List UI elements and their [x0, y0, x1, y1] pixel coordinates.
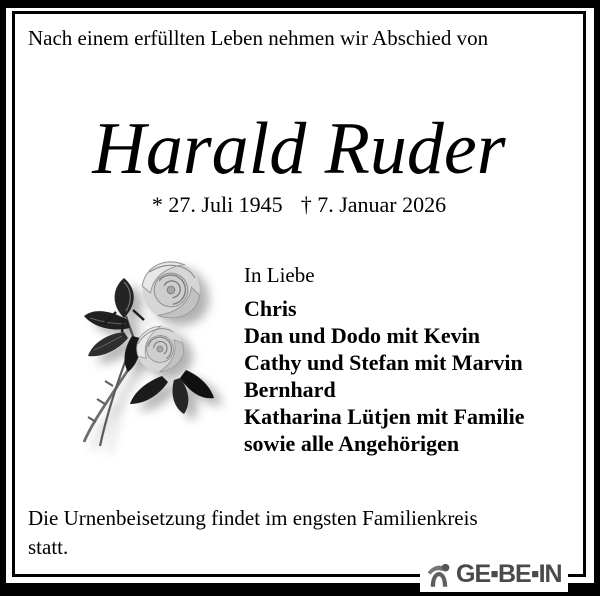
rose-illustration: [58, 236, 238, 451]
rose-blossom-lower: [133, 322, 187, 375]
mourner-line: Katharina Lütjen mit Familie: [244, 404, 525, 429]
birth-date: * 27. Juli 1945: [151, 192, 283, 217]
rose-blossom-top: [135, 254, 207, 325]
gebein-logo: [420, 557, 568, 592]
mourner-line: Bernhard: [244, 377, 336, 402]
closing-line-1: Die Urnenbeisetzung findet im engsten Familienkreis: [28, 506, 478, 530]
death-date: † 7. Januar 2026: [300, 192, 447, 217]
closing-line-2: statt.: [28, 535, 69, 559]
mourner-line: Chris: [244, 296, 297, 321]
mourners-list: [244, 295, 524, 457]
mourner-line: Dan und Dodo mit Kevin: [244, 323, 480, 348]
mourner-line: sowie alle Angehörigen: [244, 431, 460, 456]
closing-text: [28, 504, 478, 562]
farewell-phrase: In Liebe: [244, 263, 315, 287]
life-dates: [12, 192, 586, 218]
deceased-name: Harald Ruder: [92, 108, 506, 190]
rose-leaves-upper: [84, 311, 141, 372]
gebein-figure-icon: [426, 561, 452, 589]
mourner-line: Cathy und Stefan mit Marvin: [244, 350, 523, 375]
gebein-logo-text: GE▪BE▪IN: [456, 560, 562, 588]
rose-leaves-lower: [130, 370, 214, 414]
intro-line: Nach einem erfüllten Leben nehmen wir Abschied von: [28, 26, 489, 50]
